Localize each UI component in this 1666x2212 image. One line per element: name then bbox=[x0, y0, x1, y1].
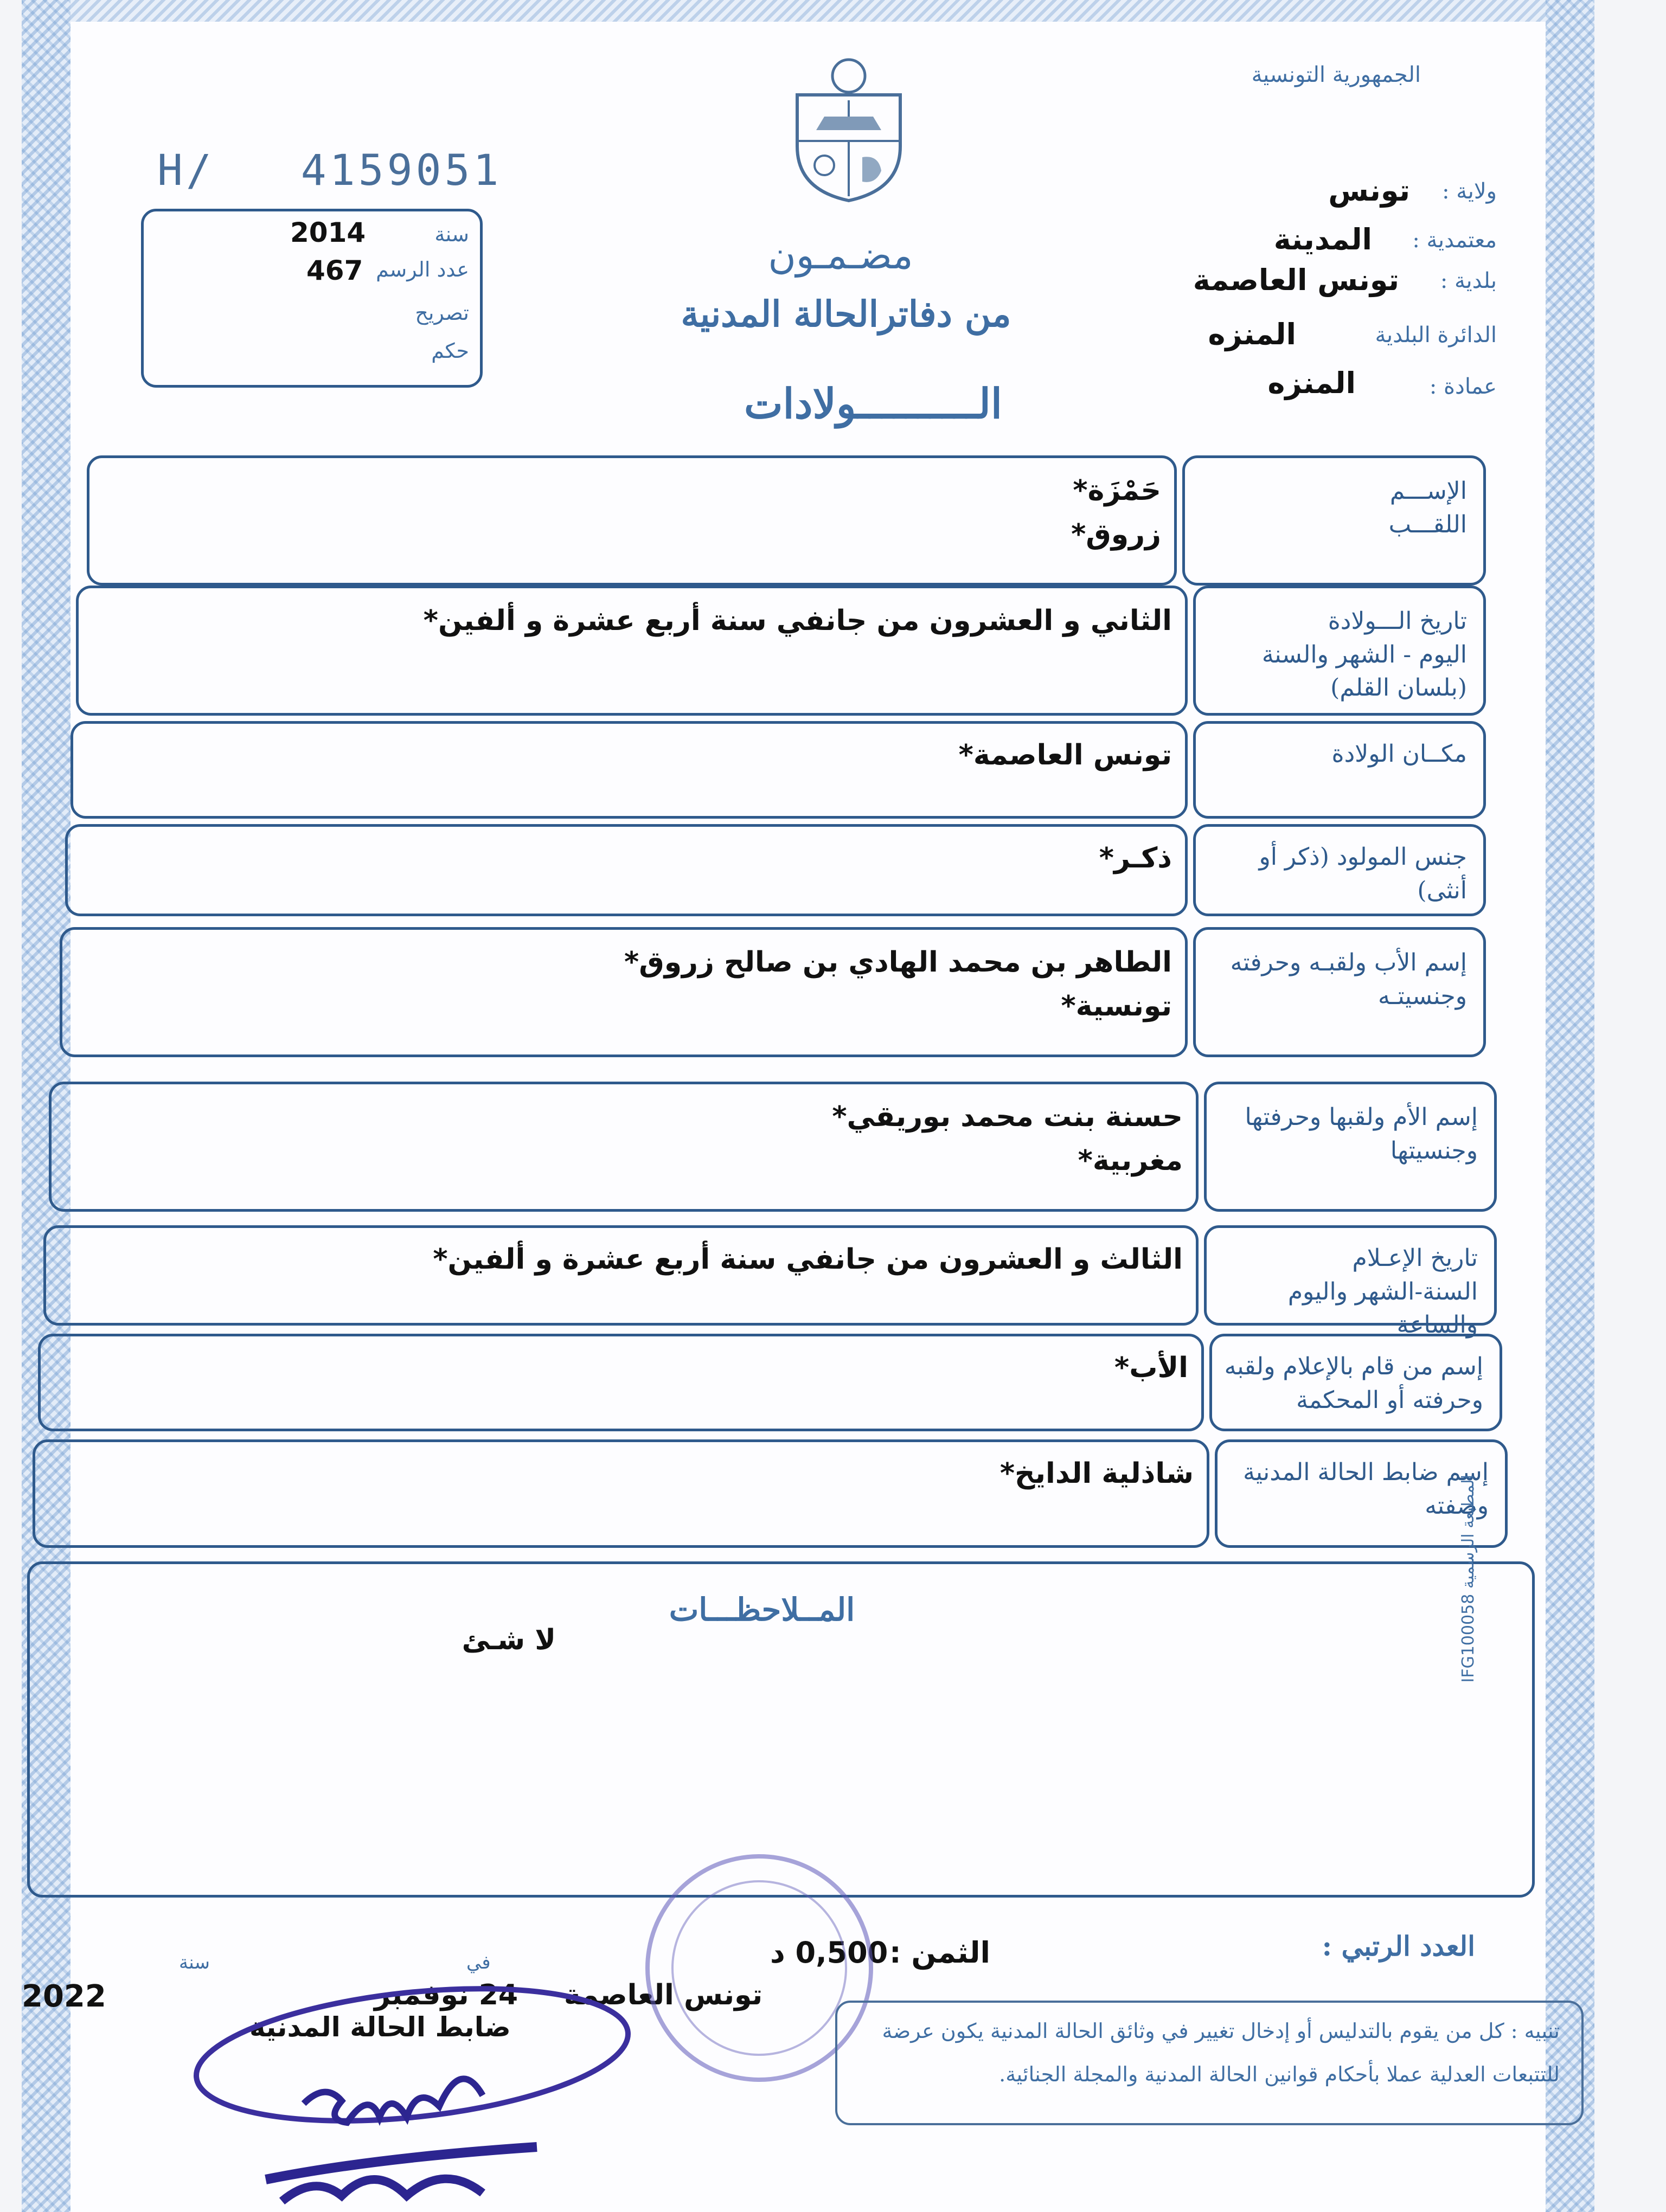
field-label: تاريخ الإعـلام bbox=[1352, 1244, 1478, 1272]
field-label: وصفته bbox=[1425, 1491, 1489, 1520]
officer-signature-icon bbox=[184, 1973, 672, 2212]
field-value-box bbox=[38, 1334, 1204, 1431]
warning-box bbox=[835, 2001, 1584, 2125]
issue-year: 2022 bbox=[22, 1979, 106, 2014]
price-value: 0,500 د bbox=[770, 1935, 888, 1970]
printer-mark: المطبعة الرسمية IFG100058 bbox=[1459, 1475, 1478, 1683]
field-value-box bbox=[43, 1225, 1199, 1326]
field-value-box bbox=[49, 1082, 1199, 1212]
date-year-label: سنة bbox=[179, 1952, 210, 1973]
field-label-box bbox=[1193, 927, 1486, 1057]
field-label-box bbox=[1193, 586, 1486, 716]
field-value: تونسية* bbox=[1061, 989, 1172, 1023]
delegation-value: المدينة bbox=[1273, 222, 1372, 256]
field-value: الثالث و العشرون من جانفي سنة أربع عشرة و ألفين* bbox=[433, 1243, 1183, 1276]
field-label: السنة-الشهر واليوم والساعة bbox=[1287, 1277, 1478, 1339]
field-label-box bbox=[1204, 1225, 1497, 1339]
field-label: إسم ضابط الحالة المدنية bbox=[1243, 1458, 1489, 1486]
judgment-label: حكم bbox=[431, 339, 469, 363]
field-value-box bbox=[76, 586, 1188, 716]
delegation-label: معتمدية : bbox=[1412, 228, 1497, 253]
district-label: الدائرة البلدية bbox=[1375, 323, 1497, 348]
field-label: إسم الأم ولقبها وحرفتها bbox=[1245, 1103, 1478, 1131]
register-number: 467 bbox=[306, 255, 363, 286]
municipality-label: بلدية : bbox=[1440, 268, 1497, 293]
decorative-border-top bbox=[22, 0, 1594, 22]
field-label-box bbox=[1209, 1334, 1502, 1431]
field-label: تاريخ الـــولادة bbox=[1328, 607, 1467, 635]
officer-title: ضابط الحالة المدنية bbox=[249, 2011, 511, 2043]
warning-line-2: للتتبعات العدلية عملا بأحكام قوانين الحالة المدنية والمجلة الجنائية. bbox=[999, 2062, 1560, 2086]
field-value: حَمْزَة* bbox=[1073, 474, 1161, 507]
remarks-title: المــلاحظـــات bbox=[669, 1591, 855, 1628]
register-year: 2014 bbox=[290, 217, 366, 248]
field-value: مغربية* bbox=[1078, 1144, 1183, 1177]
title-line-1: مضـمـون bbox=[768, 233, 913, 278]
serial-number: H/ 4159051 bbox=[157, 146, 502, 195]
tunisia-coat-of-arms-icon bbox=[786, 54, 911, 206]
title-line-2: من دفاترالحالة المدنية bbox=[681, 293, 1011, 335]
register-box bbox=[141, 209, 483, 388]
field-value: شاذلية الدايخ* bbox=[999, 1457, 1194, 1490]
field-value: تونس العاصمة* bbox=[958, 739, 1172, 771]
field-label: وجنسيتها bbox=[1390, 1136, 1478, 1165]
field-label-box bbox=[1193, 824, 1486, 916]
admin-block bbox=[1139, 173, 1497, 423]
field-value-box bbox=[65, 824, 1188, 916]
field-label: الإســـم bbox=[1389, 477, 1467, 505]
field-value-box bbox=[33, 1439, 1209, 1548]
field-value-box bbox=[60, 927, 1188, 1057]
serial-rank-label: العدد الرتبي : bbox=[1322, 1930, 1475, 1962]
register-number-label: عدد الرسم bbox=[376, 258, 469, 281]
republic-heading: الجمهورية التونسية bbox=[1251, 62, 1421, 87]
document-paper bbox=[22, 0, 1594, 2212]
wilaya-value: تونس bbox=[1328, 173, 1410, 208]
field-label: وحرفته أو المحكمة bbox=[1296, 1386, 1483, 1414]
field-value: ذكـر* bbox=[1099, 842, 1172, 874]
remarks-box bbox=[27, 1561, 1535, 1898]
field-label-box bbox=[1182, 455, 1486, 586]
omda-label: عمادة : bbox=[1429, 374, 1497, 399]
field-label: مكــان الولادة bbox=[1331, 740, 1467, 768]
field-label: اللقـــب bbox=[1388, 510, 1467, 538]
issue-place: تونس العاصمة bbox=[564, 1979, 763, 2011]
field-label: اليوم - الشهر والسنة bbox=[1261, 640, 1467, 668]
field-value-box bbox=[87, 455, 1177, 586]
field-label: إسم من قام بالإعلام ولقبه bbox=[1224, 1353, 1483, 1380]
municipality-value: تونس العاصمة bbox=[1193, 263, 1399, 297]
field-label-box bbox=[1193, 721, 1486, 819]
field-label: وجنسيتـه bbox=[1377, 982, 1467, 1010]
date-on-label: في bbox=[466, 1952, 491, 1973]
remarks-value: لا شـئ bbox=[462, 1624, 556, 1656]
section-title: الــــــــــولادات bbox=[744, 380, 1003, 428]
field-value: الأب* bbox=[1114, 1352, 1188, 1384]
field-value: حسنة بنت محمد بوريقي* bbox=[832, 1101, 1183, 1133]
warning-line-1: تنبيه : كل من يقوم بالتدليس أو إدخال تغيير في وثائق الحالة المدنية يكون عرضة bbox=[882, 2019, 1560, 2043]
declaration-label: تصريح bbox=[415, 301, 469, 325]
decorative-border-right bbox=[1546, 0, 1594, 2212]
field-label: جنس المولود (ذكر أو أنثى) bbox=[1259, 843, 1467, 904]
field-value-box bbox=[71, 721, 1188, 819]
price-label: الثمن : bbox=[889, 1935, 991, 1970]
district-value: المنزه bbox=[1208, 317, 1296, 351]
issue-date: 24 نوفمبر bbox=[374, 1979, 518, 2011]
omda-value: المنزه bbox=[1267, 366, 1356, 400]
field-label: إسم الأب ولقبـه وحرفته bbox=[1230, 949, 1467, 976]
field-value: الطاهر بن محمد الهادي بن صالح زروق* bbox=[624, 946, 1172, 979]
field-label: (بلسان القلم) bbox=[1330, 674, 1467, 702]
wilaya-label: ولاية : bbox=[1442, 179, 1497, 204]
field-label-box bbox=[1204, 1082, 1497, 1212]
field-value: الثاني و العشرون من جانفي سنة أربع عشرة و ألفين* bbox=[423, 605, 1172, 637]
register-year-label: سنة bbox=[434, 222, 469, 246]
field-value: زروق* bbox=[1071, 518, 1161, 551]
